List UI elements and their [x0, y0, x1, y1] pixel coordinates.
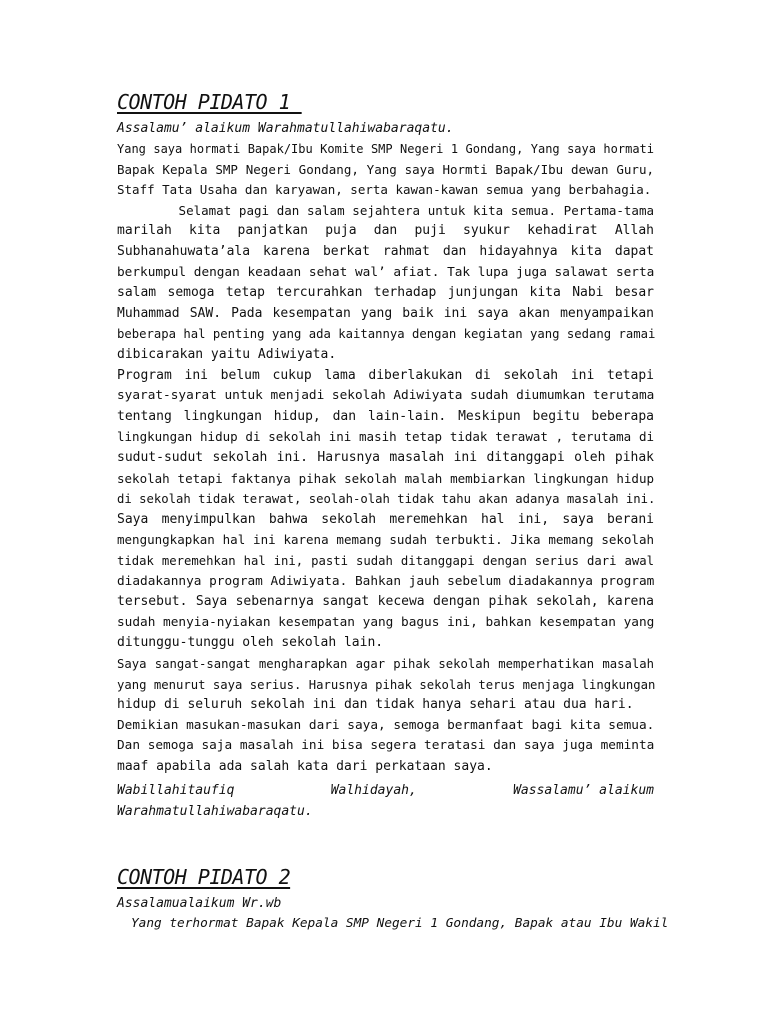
body-line: salam semoga tetap tercurahkan terhadap junjungan kita Nabi besar: [117, 285, 654, 301]
speech-1-closing-line-2: Warahmatullahiwabaraqatu.: [117, 804, 313, 819]
closing-word-1: Wabillahitaufiq: [117, 783, 235, 798]
body-line: sudah menyia-nyiakan kesempatan yang bagus ini, bahkan kesempatan yang: [117, 614, 655, 630]
body-line: tersebut. Saya sebenarnya sangat kecewa dengan pihak sekolah, karena: [117, 594, 654, 610]
body-line: Muhammad SAW. Pada kesempatan yang baik ini saya akan menyampaikan: [117, 305, 654, 321]
body-line: berkumpul dengan keadaan sehat wal’ afiat. Tak lupa juga salawat serta: [117, 264, 655, 280]
body-line: Subhanahuwata’ala karena berkat rahmat dan hidayahnya kita dapat: [117, 244, 654, 259]
body-line: Selamat pagi dan salam sejahtera untuk kita semua. Pertama-tama: [117, 202, 654, 218]
speech-2-title: CONTOH PIDATO 2: [117, 865, 291, 889]
body-line: Staff Tata Usaha dan karyawan, serta kawan-kawan semua yang berbahagia.: [117, 182, 652, 198]
speech-2-first-line: Yang terhormat Bapak Kepala SMP Negeri 1 Gondang, Bapak atau Ibu Wakil: [131, 916, 669, 931]
body-line: lingkungan hidup di sekolah ini masih tetap tidak terawat , terutama di: [117, 429, 654, 445]
body-line: hidup di seluruh sekolah ini dan tidak hanya sehari atau dua hari.: [117, 697, 634, 713]
closing-word-2: Walhidayah,: [330, 783, 417, 798]
body-line: Saya sangat-sangat mengharapkan agar pihak sekolah memperhatikan masalah: [117, 657, 654, 671]
body-line: di sekolah tidak terawat, seolah-olah tidak tahu akan adanya masalah ini.: [117, 492, 656, 507]
speech-1-greeting: Assalamu’ alaikum Warahmatullahiwabaraqatu.: [117, 121, 454, 136]
body-line: maaf apabila ada salah kata dari perkataan saya.: [117, 759, 493, 774]
body-line: sekolah tetapi faktanya pihak sekolah malah membiarkan lingkungan hidup: [117, 470, 654, 486]
body-line: marilah kita panjatkan puja dan puji syukur kehadirat Allah: [117, 223, 654, 239]
speech-1-closing: [117, 781, 654, 801]
body-line: tidak meremehkan hal ini, pasti sudah ditanggapi dengan serius dari awal: [117, 554, 654, 568]
body-line: ditunggu-tunggu oleh sekolah lain.: [117, 635, 384, 651]
closing-word-3: Wassalamu’ alaikum: [513, 783, 654, 798]
body-line: Yang saya hormati Bapak/Ibu Komite SMP Negeri 1 Gondang, Yang saya hormati: [117, 142, 654, 156]
body-line: diadakannya program Adiwiyata. Bahkan jauh sebelum diadakannya program: [117, 573, 655, 589]
body-line: Bapak Kepala SMP Negeri Gondang, Yang saya Hormti Bapak/Ibu dewan Guru,: [117, 161, 654, 177]
speech-2-greeting: Assalamualaikum Wr.wb: [117, 896, 282, 911]
body-line: Saya menyimpulkan bahwa sekolah meremehkan hal ini, saya berani: [117, 511, 654, 527]
body-line: yang menurut saya serius. Harusnya pihak sekolah terus menjaga lingkungan: [117, 677, 656, 692]
body-line: syarat-syarat untuk menjadi sekolah Adiwiyata sudah diumumkan terutama: [117, 388, 655, 404]
body-line: mengungkapkan hal ini karena memang sudah terbukti. Jika memang sekolah: [117, 532, 654, 548]
body-line: Demikian masukan-masukan dari saya, semoga bermanfaat bagi kita semua.: [117, 717, 655, 733]
speech-1-title: CONTOH PIDATO 1: [117, 90, 302, 114]
body-line: tentang lingkungan hidup, dan lain-lain. Meskipun begitu beberapa: [117, 408, 654, 424]
body-line: beberapa hal penting yang ada kaitannya dengan kegiatan yang sedang ramai: [117, 327, 656, 342]
body-line: sudut-sudut sekolah ini. Harusnya masalah ini ditanggapi oleh pihak: [117, 450, 654, 465]
body-line: Dan semoga saja masalah ini bisa segera teratasi dan saya juga meminta: [117, 738, 655, 754]
body-line: Program ini belum cukup lama diberlakukan di sekolah ini tetapi: [117, 367, 654, 383]
body-line: dibicarakan yaitu Adiwiyata.: [117, 347, 337, 362]
